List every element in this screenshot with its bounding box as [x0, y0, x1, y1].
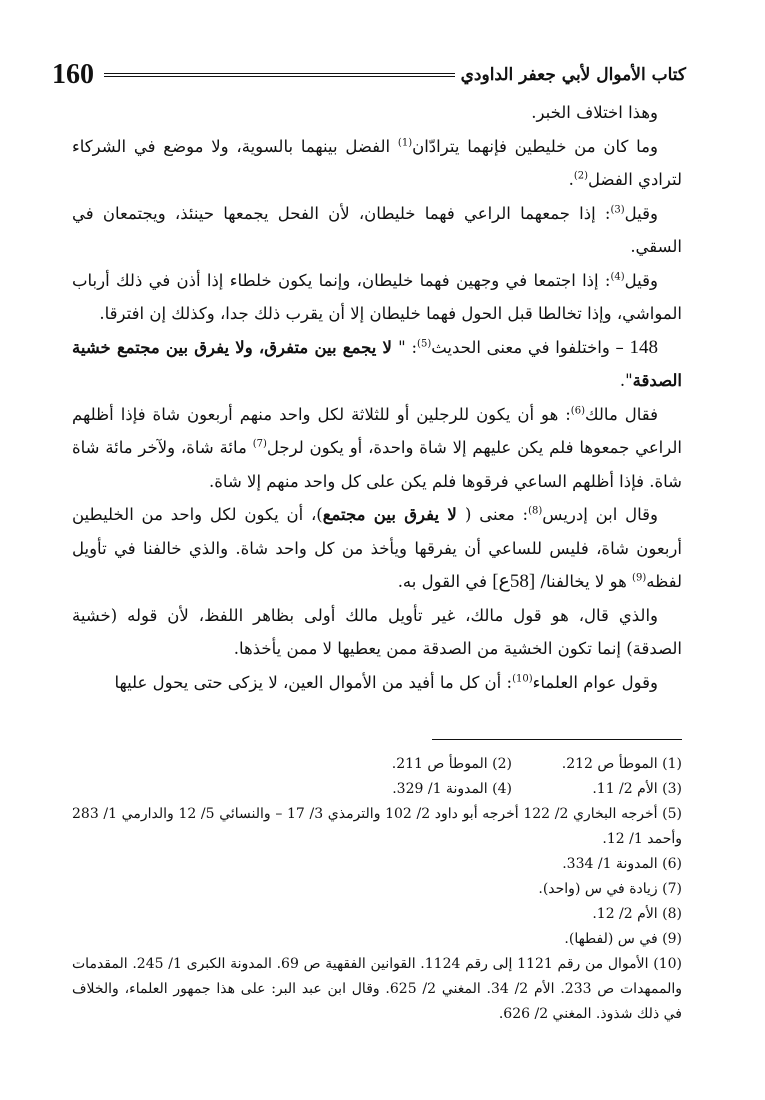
text-run: وقيل: [624, 203, 658, 223]
footnote-ref: (5): [417, 338, 432, 349]
paragraph: والذي قال، هو قول مالك، غير تأويل مالك أولى بظاهر اللفظ، لأن قوله (خشية الصدقة) إنما تكون الخشية من الصدقة ممن يعطيها لا ممن يأخذها.: [72, 605, 682, 658]
footnote-ref: (10): [512, 673, 533, 684]
paragraph: [72, 398, 682, 499]
text-run: مائة شاة، ولآخر مائة شاة شاة. فإذا أظلهم الساعي فرقوها فلم يكن على كل واحد منهم إلا شاة.: [72, 438, 682, 491]
paragraph: [72, 498, 682, 599]
text-run: : أن كل ما أفيد من الأموال العين، لا يزكى حتى يحول عليها: [114, 672, 513, 692]
text-run: وقول عوام العلماء: [532, 672, 658, 692]
text-run: : ": [398, 337, 418, 357]
footnote: (6) المدونة 1/ 334.: [562, 856, 682, 872]
text-run: هو لا يخالفنا/: [535, 572, 633, 591]
text-run: : معنى (: [465, 505, 529, 524]
footnote: (7) زيادة في س (واحد).: [538, 881, 682, 897]
text-run: وقال ابن إدريس: [542, 505, 658, 524]
text-run: )، أن يكون لكل واحد من الخليطين أربعون شاة، فليس للساعي أن يفرقها ويأخذ من كل واحد شاة. والذي خالفنا في تأويل لفظه: [72, 505, 682, 591]
paragraph: [72, 666, 682, 700]
footnotes: [72, 752, 682, 1027]
footnote-ref: (2): [573, 170, 589, 182]
book-title: كتاب الأموال لأبي جعفر الداودي: [460, 65, 686, 85]
footnote: (2) الموطأ ص 211.: [391, 756, 512, 772]
footnote-ref: (9): [632, 572, 647, 584]
footnote: (10) الأموال من رقم 1121 إلى رقم 1124. القوانين الفقهية ص 69. المدونة الكبرى 1/ 245. المقدمات والممهدات ص 233. الأم 2/ 34. المغني 2/ 625. وقال ابن عبد البر: على هذا جمهور العلماء، والخلاف في ذلك شذوذ. المغني 2/ 626.: [72, 956, 683, 1022]
footnote: (8) الأم 2/ 12.: [592, 906, 682, 922]
paragraph: [72, 197, 682, 264]
footnote: (5) أخرجه البخاري 2/ 122 أخرجه أبو داود 2/ 102 والترمذي 3/ 17 – والنسائي 5/ 12 والدارمي 1/ 283 وأحمد 1/ 12.: [72, 806, 683, 847]
footnote-row: [72, 752, 682, 777]
text-run: وقيل: [624, 270, 658, 290]
footnote: (9) في س (لفطها).: [564, 931, 682, 947]
text-run: ".: [619, 371, 633, 390]
footnote: (4) المدونة 1/ 329.: [392, 781, 512, 797]
footnote-ref: (1): [397, 137, 413, 148]
text-run: وما كان من خليطين فإنهما يترادّان: [412, 136, 658, 156]
footnote-ref: (6): [570, 405, 585, 416]
text-run: .: [568, 170, 574, 189]
paragraph: وهذا اختلاف الخبر.: [531, 103, 658, 122]
footnote-ref: (3): [610, 204, 625, 215]
text-run: فقال مالك: [584, 404, 658, 424]
hadith-quote: لا يجمع بين متفرق، ولا يفرق بين مجتمع خشية الصدقة: [72, 337, 682, 390]
footnote: (1) الموطأ ص 212.: [561, 756, 682, 772]
hadith-quote: لا يفرق بين مجتمع: [322, 505, 466, 524]
footnote: (3) الأم 2/ 11.: [592, 781, 682, 797]
footnote-row: [72, 777, 682, 802]
paragraph: [72, 331, 682, 398]
text-run: : إذا جمعهما الراعي فهما خليطان، لأن الفحل يجمعها حينئذ، ويجتمعان في السقي.: [72, 203, 682, 256]
page-header: [52, 58, 686, 92]
manuscript-folio-marker: [58ع]: [492, 571, 536, 592]
text-run: – واختلفوا في معنى الحديث: [431, 337, 630, 357]
footnote-ref: (8): [528, 505, 543, 517]
main-text: [72, 96, 682, 699]
footnote-ref: (4): [610, 271, 625, 282]
paragraph: [72, 130, 682, 197]
text-run: في القول به.: [397, 572, 493, 591]
footnote-ref: (7): [252, 438, 267, 450]
paragraph: [72, 264, 682, 331]
page-number: 160: [52, 59, 94, 90]
text-run: الفضل بينهما بالسوية، ولا موضع في الشركاء لترادي الفضل: [72, 136, 682, 189]
text-run: : هو أن يكون للرجلين أو للثلاثة لكل واحد منهم أربعون شاة فإذا أظلهم الراعي جمعوها فلم يكن عليهم إلا شاة واحدة، أو يكون لرجل: [72, 404, 682, 457]
footnote-separator: [432, 739, 682, 740]
header-rule: [104, 73, 455, 77]
section-number: 148: [629, 336, 658, 358]
text-run: : إذا اجتمعا في وجهين فهما خليطان، وإنما يكون خلطاء إذا أذن في ذلك أرباب المواشي، وإذا تخالطا قبل الحول فهما خليطان إلا أن يقرب ذلك جدا، وكذلك إن افترقا.: [72, 270, 682, 323]
